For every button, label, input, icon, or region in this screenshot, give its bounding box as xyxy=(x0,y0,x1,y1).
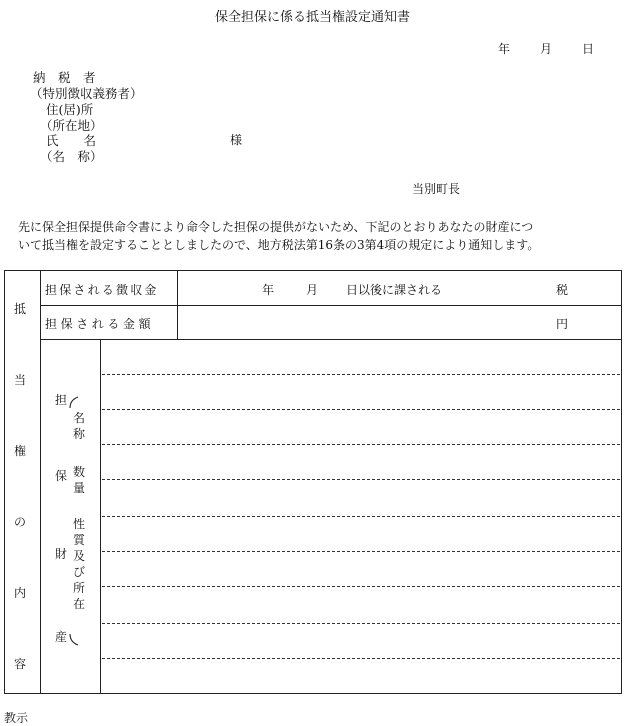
collateral-line xyxy=(102,444,620,445)
side-label-char: 権 xyxy=(13,444,26,458)
date-month: 月 xyxy=(540,42,553,56)
collateral-line xyxy=(102,551,620,552)
entity-name-label: （名 称） xyxy=(40,149,103,164)
row1-after-date: 日以後に課される xyxy=(346,283,443,297)
location-label: （所在地） xyxy=(40,118,103,133)
collateral-nature-location-label: 性質及び所在 xyxy=(72,517,85,611)
name-label: 氏 名 xyxy=(46,133,97,148)
date-day: 日 xyxy=(582,42,595,56)
side-label-char: 内 xyxy=(13,586,26,600)
side-label-char: 当 xyxy=(13,373,26,387)
collateral-line xyxy=(102,586,620,587)
body-text-line-2: いて抵当権を設定することとしましたので、地方税法第16条の3第4項の規定により通知します。 xyxy=(18,238,540,252)
collateral-line xyxy=(102,374,620,375)
collateral-line xyxy=(102,516,620,517)
row1-tax: 税 xyxy=(556,283,569,297)
collateral-label-char: 財 xyxy=(55,547,68,561)
honorific-label: 様 xyxy=(230,133,243,147)
date-year: 年 xyxy=(498,42,511,56)
row1-month: 月 xyxy=(306,283,319,297)
row1-year: 年 xyxy=(262,283,275,297)
row2-bottom-border xyxy=(40,339,621,340)
row1-bottom-border xyxy=(40,305,621,306)
address-label: 住(居)所 xyxy=(46,102,94,117)
side-label-char: 容 xyxy=(13,657,26,671)
collateral-label-char: 保 xyxy=(55,469,68,483)
collateral-label-divider xyxy=(100,339,101,694)
collateral-label-char: 担 xyxy=(55,393,68,407)
collateral-name-label: 名称 xyxy=(72,411,85,441)
document-title: 保全担保に係る抵当権設定通知書 xyxy=(214,10,410,25)
collateral-quantity-label: 数量 xyxy=(72,465,85,495)
collateral-line xyxy=(102,479,620,480)
instruction-heading: 教示 xyxy=(4,711,29,725)
secured-collection-label: 担保される徴収金 xyxy=(45,283,159,297)
side-label-char: の xyxy=(13,515,26,529)
side-column-divider xyxy=(40,271,41,694)
issuer-name: 当別町長 xyxy=(412,182,461,196)
body-text-line-1: 先に保全担保提供命令書により命令した担保の提供がないため、下記のとおりあなたの財産につ xyxy=(18,220,534,234)
collateral-label-char: 産 xyxy=(55,630,68,644)
mortgage-details-table xyxy=(4,270,622,694)
side-label-char: 抵 xyxy=(13,302,26,316)
collateral-line xyxy=(102,658,620,659)
collateral-line xyxy=(102,409,620,410)
secured-amount-label: 担保される金額 xyxy=(45,317,155,331)
row2-yen-unit: 円 xyxy=(556,317,569,331)
collateral-line xyxy=(102,623,620,624)
special-collector-label: （特別徴収義務者） xyxy=(30,86,143,101)
taxpayer-label: 納 税 者 xyxy=(33,70,96,85)
